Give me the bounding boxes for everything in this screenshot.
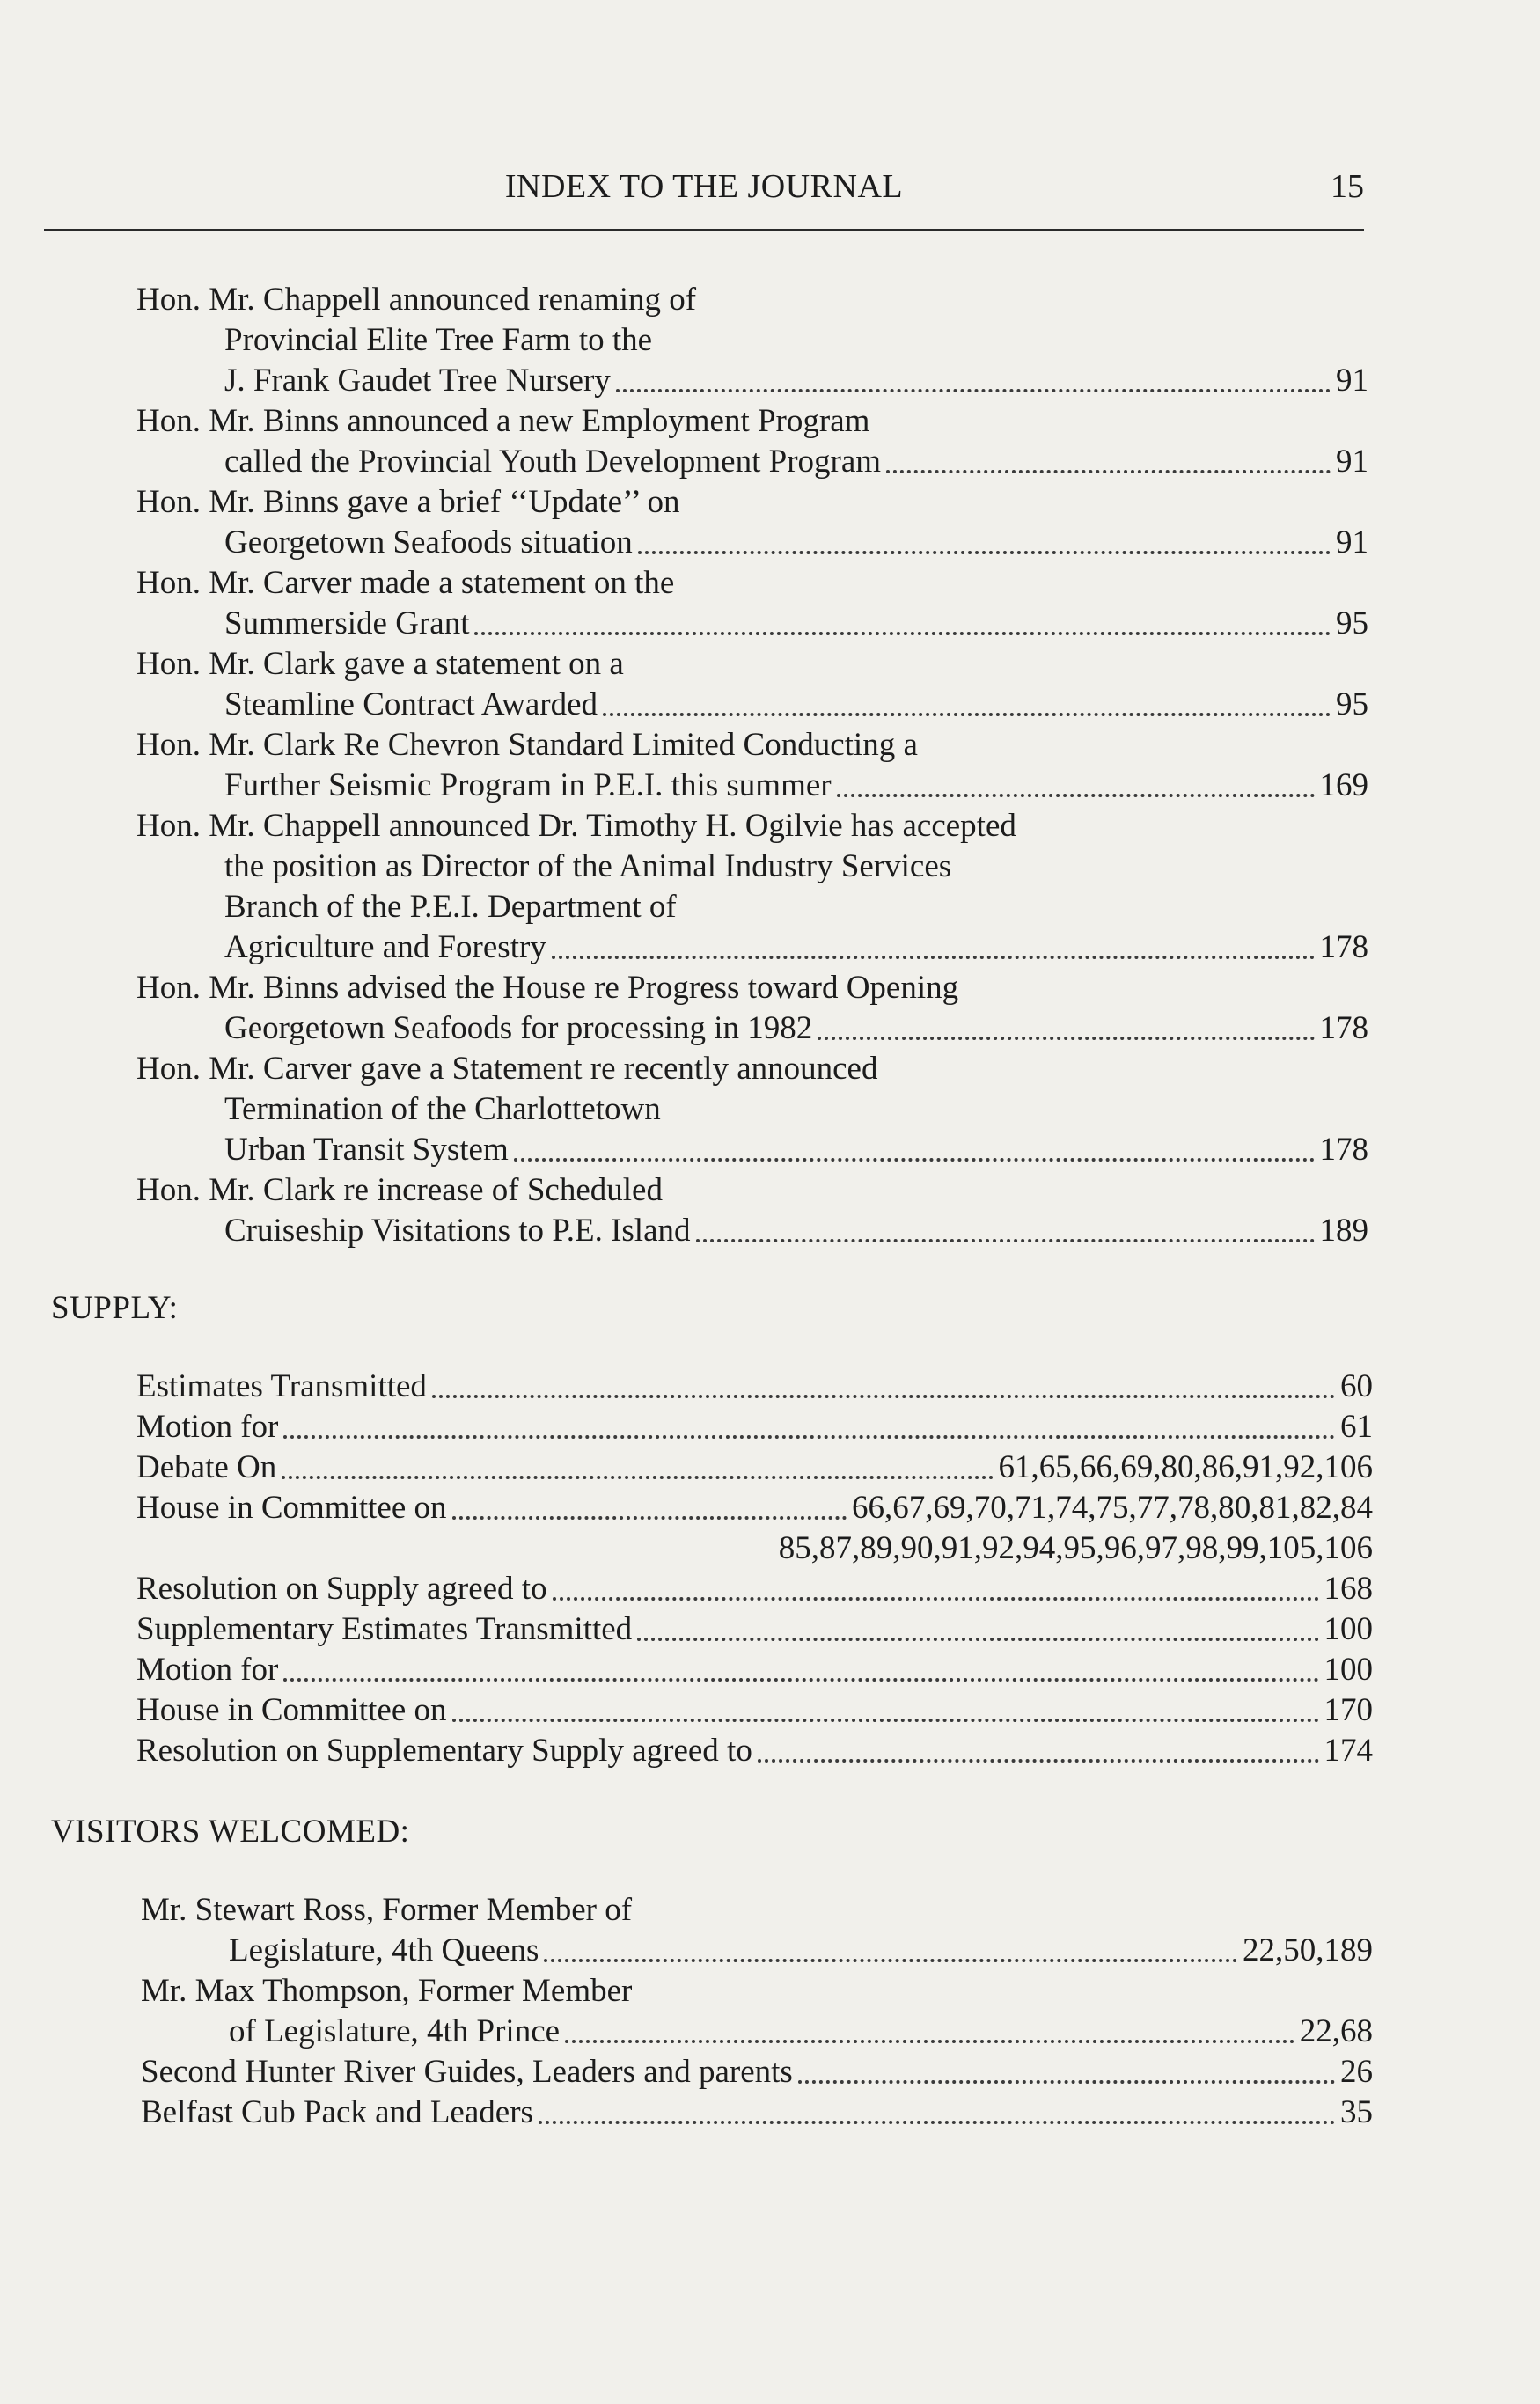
entry-text: Georgetown Seafoods situation (224, 524, 633, 561)
entry-line (136, 1170, 1368, 1211)
leader-dots (603, 713, 1331, 716)
index-entry (141, 1971, 1373, 2052)
index-entry (136, 1049, 1368, 1170)
entry-line (136, 442, 1368, 482)
entry-text: Hon. Mr. Clark Re Chevron Standard Limited Conducting a (136, 727, 918, 763)
leader-dots (758, 1759, 1319, 1763)
leader-dots (565, 2040, 1294, 2043)
page-reference: 91 (1336, 524, 1368, 561)
index-entry (136, 968, 1368, 1049)
page-reference: 178 (1319, 929, 1368, 965)
entry-line (141, 2093, 1373, 2133)
page-reference: 95 (1336, 686, 1368, 722)
entry-text: House in Committee on (136, 1490, 447, 1526)
entry-line (136, 361, 1368, 401)
page-reference: 170 (1324, 1692, 1373, 1728)
page-reference: 168 (1324, 1571, 1373, 1607)
index-entry (136, 482, 1368, 563)
index-entry (136, 1731, 1373, 1771)
entry-text: Motion for (136, 1409, 279, 1445)
leader-dots (283, 1435, 1335, 1439)
entry-text: Debate On (136, 1449, 277, 1485)
entry-text: Hon. Mr. Chappell announced renaming of (136, 282, 697, 318)
entry-line (141, 1971, 1373, 2012)
entry-line (136, 1690, 1373, 1731)
leader-dots (539, 2121, 1335, 2124)
leader-dots (283, 1678, 1318, 1682)
index-entry (136, 725, 1368, 806)
entry-text: Georgetown Seafoods for processing in 1982 (224, 1010, 813, 1046)
entry-text: called the Provincial Youth Development Program (224, 443, 882, 480)
entry-text: Hon. Mr. Binns gave a brief ‘‘Update’’ on (136, 484, 680, 520)
leader-dots (696, 1239, 1315, 1242)
entry-text: the position as Director of the Animal Industry Services (224, 848, 952, 884)
index-entry (141, 2052, 1373, 2093)
leader-dots (638, 551, 1331, 554)
entry-line (141, 1931, 1373, 1971)
leader-dots (514, 1158, 1315, 1162)
leader-dots (452, 1719, 1319, 1722)
entry-line (136, 482, 1368, 523)
entry-text: Hon. Mr. Clark re increase of Scheduled (136, 1172, 663, 1208)
entry-text: Hon. Mr. Binns announced a new Employment Program (136, 403, 870, 439)
page-reference: 189 (1319, 1213, 1368, 1249)
page-number: 15 (1331, 168, 1364, 205)
entry-line (136, 320, 1368, 361)
entry-line (136, 847, 1368, 887)
index-entry (136, 1407, 1373, 1448)
entry-line (136, 280, 1368, 320)
entry-line (141, 2052, 1373, 2093)
leader-dots (637, 1638, 1318, 1641)
entry-line (136, 806, 1368, 847)
entry-text: Second Hunter River Guides, Leaders and parents (141, 2054, 793, 2090)
index-entry (141, 1890, 1373, 1971)
page-reference: 85,87,89,90,91,92,94,95,96,97,98,99,105,106 (778, 1530, 1373, 1566)
page-reference: 60 (1340, 1368, 1373, 1404)
index-entry (136, 1367, 1373, 1407)
entry-text: Estimates Transmitted (136, 1368, 427, 1404)
entry-text: Hon. Mr. Carver gave a Statement re recently announced (136, 1051, 878, 1087)
index-entry (136, 1488, 1373, 1569)
entry-line (136, 1211, 1368, 1251)
page-reference: 61,65,66,69,80,86,91,92,106 (998, 1449, 1373, 1485)
index-entry (136, 401, 1368, 482)
leader-dots (552, 956, 1315, 959)
leader-dots (837, 794, 1315, 797)
leader-dots (553, 1597, 1319, 1601)
page-reference: 22,68 (1299, 2013, 1373, 2049)
page-reference: 178 (1319, 1132, 1368, 1168)
index-entry (136, 644, 1368, 725)
page-reference: 26 (1340, 2054, 1373, 2090)
index-entry (136, 280, 1368, 401)
leader-dots (452, 1516, 847, 1520)
entry-text: of Legislature, 4th Prince (229, 2013, 561, 2049)
entry-text: Resolution on Supply agreed to (136, 1571, 547, 1607)
entry-text: Further Seismic Program in P.E.I. this summer (224, 767, 832, 803)
index-entry (136, 806, 1368, 968)
entry-line (136, 1731, 1373, 1771)
entry-text: Termination of the Charlottetown (224, 1091, 661, 1127)
index-entry (136, 1690, 1373, 1731)
leader-dots (886, 470, 1331, 473)
entry-text: Hon. Mr. Carver made a statement on the (136, 565, 675, 601)
entry-text: Supplementary Estimates Transmitted (136, 1611, 633, 1647)
entry-line (136, 644, 1368, 685)
page-reference: 174 (1324, 1733, 1373, 1769)
index-entry (136, 1609, 1373, 1650)
entry-line (136, 604, 1368, 644)
page-reference: 100 (1324, 1652, 1373, 1688)
entry-line (136, 927, 1368, 968)
entry-line (136, 1089, 1368, 1130)
entry-line (136, 685, 1368, 725)
entry-line (136, 887, 1368, 927)
page-reference: 91 (1336, 363, 1368, 399)
entry-line (136, 1367, 1373, 1407)
entry-text: Provincial Elite Tree Farm to the (224, 322, 653, 358)
entry-line (136, 766, 1368, 806)
entry-text: J. Frank Gaudet Tree Nursery (224, 363, 611, 399)
entry-line (136, 1407, 1373, 1448)
section-heading-supply: SUPPLY: (51, 1290, 179, 1326)
entry-line (136, 1609, 1373, 1650)
entry-line (136, 523, 1368, 563)
entry-text: Hon. Mr. Chappell announced Dr. Timothy H. Ogilvie has accepted (136, 808, 1016, 844)
index-entry (136, 563, 1368, 644)
page-reference: 178 (1319, 1010, 1368, 1046)
page-reference: 169 (1319, 767, 1368, 803)
entry-line (136, 1008, 1368, 1049)
entry-text: Cruiseship Visitations to P.E. Island (224, 1213, 691, 1249)
leader-dots (432, 1395, 1335, 1398)
index-entry (136, 1170, 1368, 1251)
entry-line (136, 1448, 1373, 1488)
entry-line (141, 2012, 1373, 2052)
entry-text: Hon. Mr. Binns advised the House re Progress toward Opening (136, 970, 959, 1006)
entry-line (141, 1890, 1373, 1931)
leader-dots (544, 1959, 1237, 1962)
entry-text: Steamline Contract Awarded (224, 686, 598, 722)
page-reference-continued (136, 1528, 1373, 1569)
page-reference: 35 (1340, 2094, 1373, 2130)
entry-line (136, 563, 1368, 604)
page-reference: 95 (1336, 605, 1368, 641)
entry-line (136, 1130, 1368, 1170)
entry-line (136, 1488, 1373, 1528)
index-entry (136, 1650, 1373, 1690)
entry-text: Hon. Mr. Clark gave a statement on a (136, 646, 624, 682)
section-heading-visitors: VISITORS WELCOMED: (51, 1814, 410, 1850)
leader-dots (818, 1037, 1314, 1040)
entry-line (136, 1049, 1368, 1089)
entry-text: Urban Transit System (224, 1132, 509, 1168)
page-reference: 100 (1324, 1611, 1373, 1647)
running-title: INDEX TO THE JOURNAL (504, 168, 904, 205)
entry-text: Mr. Max Thompson, Former Member (141, 1973, 633, 2009)
page-reference: 91 (1336, 443, 1368, 480)
leader-dots (616, 389, 1331, 392)
index-entry (136, 1569, 1373, 1609)
entry-text: House in Committee on (136, 1692, 447, 1728)
entry-text: Legislature, 4th Queens (229, 1932, 539, 1968)
page-reference: 61 (1340, 1409, 1373, 1445)
entry-text: Agriculture and Forestry (224, 929, 546, 965)
index-entry (136, 1448, 1373, 1488)
index-entry (141, 2093, 1373, 2133)
leader-dots (798, 2080, 1335, 2084)
entry-text: Belfast Cub Pack and Leaders (141, 2094, 533, 2130)
entry-text: Resolution on Supplementary Supply agreed to (136, 1733, 752, 1769)
leader-dots (474, 632, 1331, 635)
entry-text: Motion for (136, 1652, 279, 1688)
entry-line (136, 968, 1368, 1008)
page-header (44, 167, 1364, 231)
entry-line (136, 401, 1368, 442)
page-reference: 22,50,189 (1243, 1932, 1373, 1968)
page-reference: 66,67,69,70,71,74,75,77,78,80,81,82,84 (852, 1490, 1373, 1526)
entry-line (136, 1569, 1373, 1609)
leader-dots (282, 1476, 993, 1479)
entry-line (136, 725, 1368, 766)
entry-text: Summerside Grant (224, 605, 470, 641)
entry-line (136, 1650, 1373, 1690)
entry-text: Mr. Stewart Ross, Former Member of (141, 1892, 633, 1928)
entry-text: Branch of the P.E.I. Department of (224, 889, 677, 925)
